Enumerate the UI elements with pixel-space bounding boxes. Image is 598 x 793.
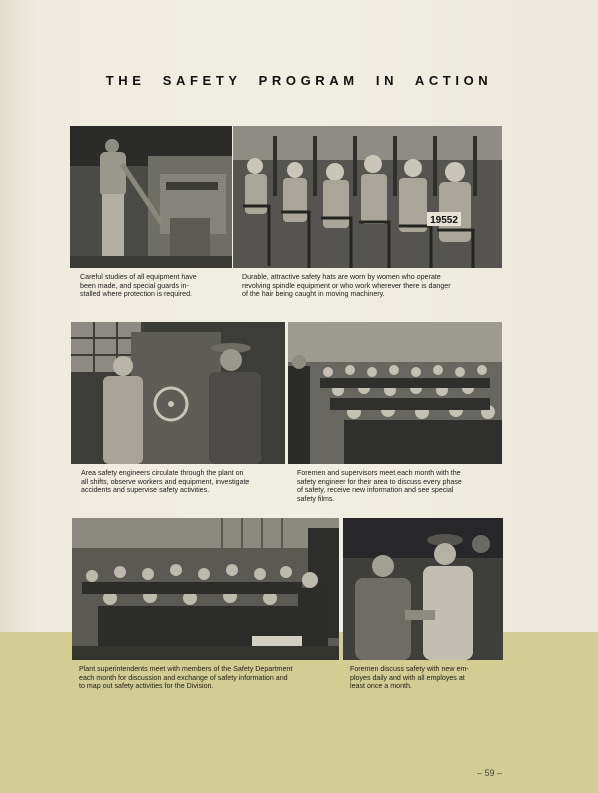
caption-foremen-meeting: Foremen and supervisors meet each month with the safety engineer for their area to discuss every phase of safety, receive new information and see special safety films.: [297, 469, 462, 504]
caption-spindle-operators: Durable, attractive safety hats are worn by women who operate revolving spindle equipment or who work wherever there is danger of the hair being caught in moving machinery.: [242, 273, 451, 299]
caption-superintendents-meeting: Plant superintendents meet with members of the Safety Department each month for discussion and exchange of safety information and to map out safety activities for the Division.: [79, 665, 293, 691]
caption-foremen-discuss: Foremen discuss safety with new em- ployes daily and with all employes at least once a month.: [350, 665, 469, 691]
photo-superintendents-meeting: [72, 518, 339, 660]
page-title: THE SAFETY PROGRAM IN ACTION: [105, 72, 493, 88]
photo-foremen-discuss: [343, 518, 503, 660]
caption-machine-study: Careful studies of all equipment have been made, and special guards in- stalled where protection is required.: [80, 273, 197, 299]
photo-area-engineers: [71, 322, 285, 464]
photo-foremen-meeting: [288, 322, 502, 464]
photo-machine-study: [70, 126, 232, 268]
caption-area-engineers: Area safety engineers circulate through the plant on all shifts, observe workers and equipment, investigate accidents and supervise safety activities.: [81, 469, 250, 495]
chair-number-badge: 19552: [430, 215, 458, 226]
page-number: – 59 –: [477, 768, 503, 778]
photo-spindle-operators: [233, 126, 502, 268]
